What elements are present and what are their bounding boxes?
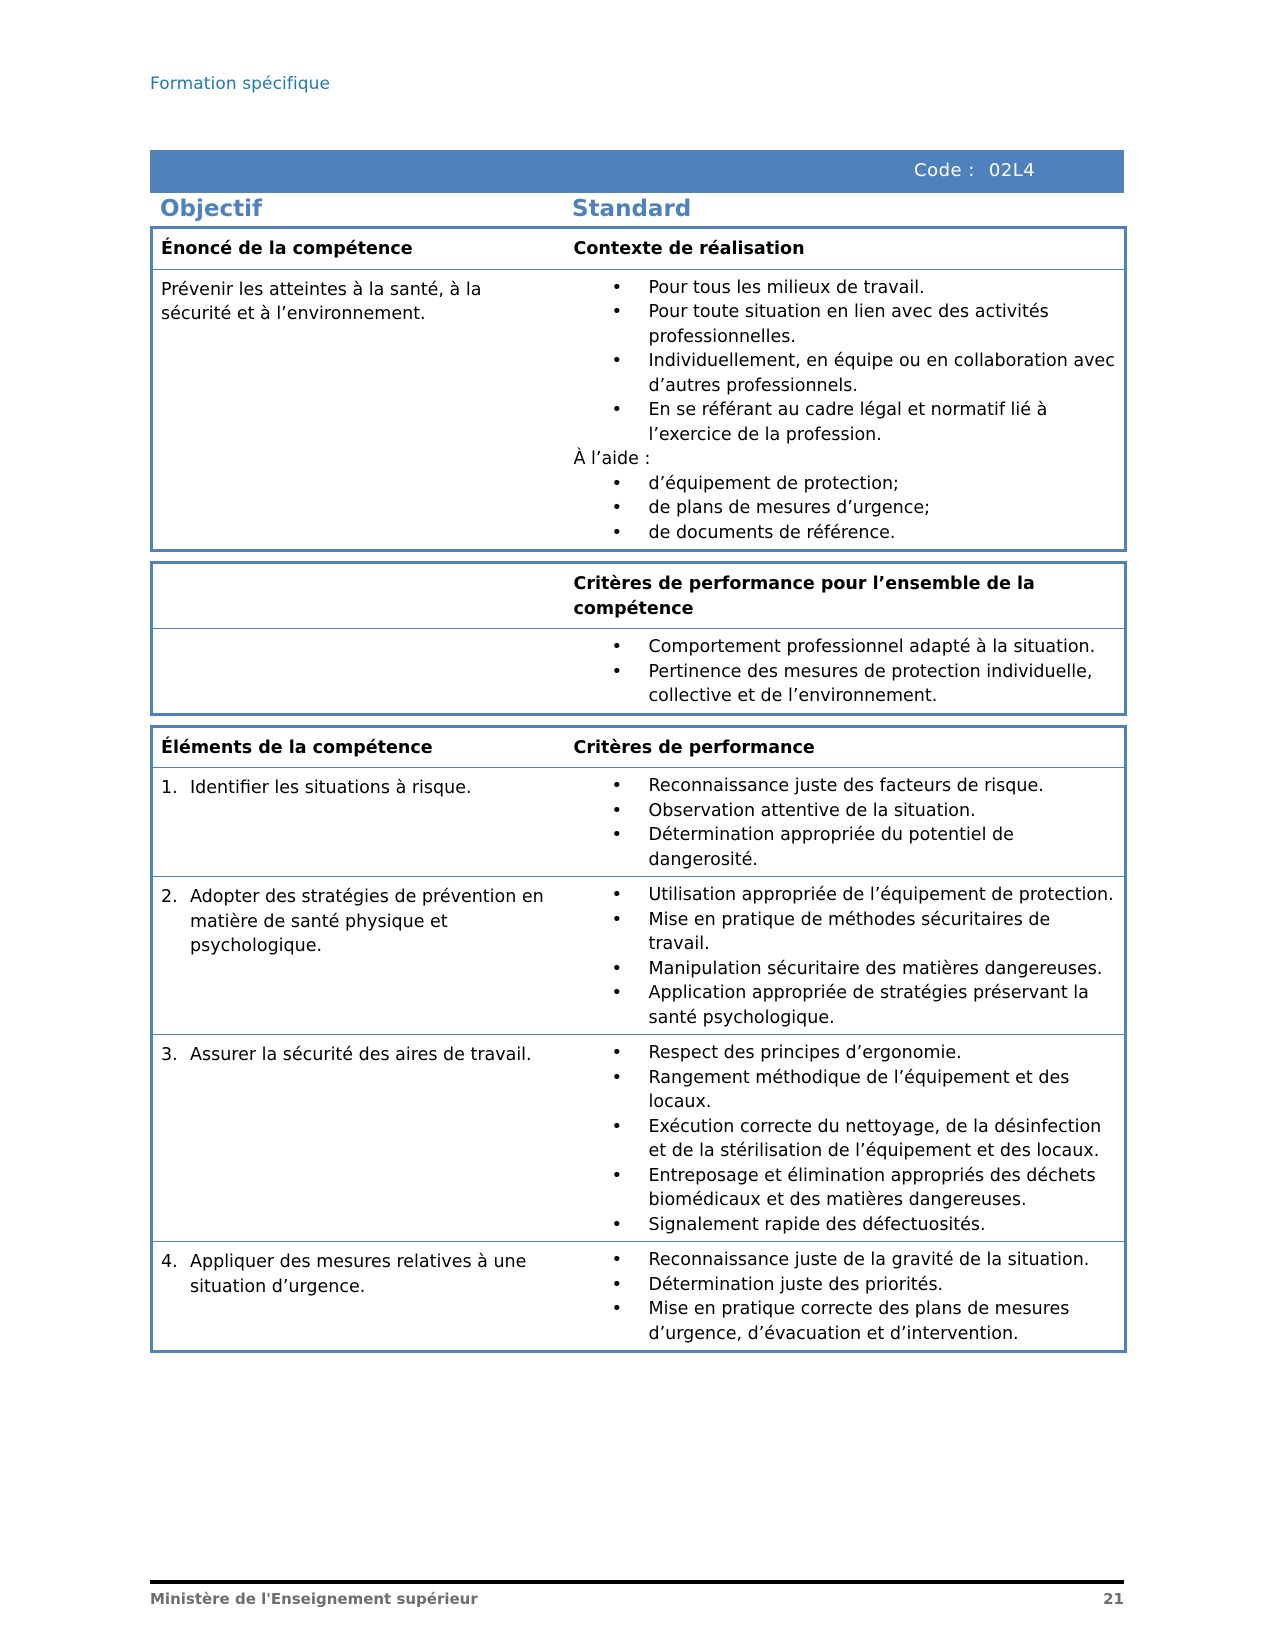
table-row [152,1035,1126,1242]
table-row [152,269,1126,551]
footer-ministry: Ministère de l'Enseignement supérieur [150,1590,478,1608]
list-item: • Utilisation appropriée de l’équipement de protection. [574,883,1117,908]
elements-table [150,725,1127,1354]
criteria-header: Critères de performance [573,737,815,758]
table-header-row [152,228,1126,270]
empty-cell [152,563,564,629]
list-item: • Rangement méthodique de l’équipement et des locaux. [574,1066,1117,1115]
overall-criteria-header: Critères de performance pour l’ensemble de la compétence [573,574,1035,619]
element-cell [152,1035,564,1242]
overall-criteria-list [574,635,1117,709]
list-item: • Pour toute situation en lien avec des activités professionnelles. [574,300,1117,349]
list-item: • Comportement professionnel adapté à la situation. [574,635,1117,660]
list-item: • Pertinence des mesures de protection individuelle, collective et de l’environnement. [574,660,1117,709]
list-item: • Mise en pratique de méthodes sécuritaires de travail. [574,908,1117,957]
aide-label: À l’aide : [573,449,651,469]
column-titles [150,193,1124,226]
element-cell [152,877,564,1035]
element-text: Adopter des stratégies de prévention en matière de santé physique et psychologique. [190,887,544,956]
page-number: 21 [1103,1590,1124,1608]
empty-cell [152,629,564,715]
aide-list [574,472,1117,546]
overall-criteria-table [150,561,1127,716]
context-list [574,276,1117,448]
context-header: Contexte de réalisation [573,239,805,259]
footer-divider [150,1580,1124,1584]
standard-title: Standard [572,196,692,222]
code-label: Code : [914,160,975,181]
list-item: • Application appropriée de stratégies préservant la santé psychologique. [574,981,1117,1030]
list-item: • Observation attentive de la situation. [574,799,1117,824]
statement-table [150,226,1127,552]
table-header-row [152,563,1126,629]
page-header: Formation spécifique [150,74,331,94]
criteria-list [574,883,1117,1030]
elements-header: Éléments de la compétence [161,737,433,758]
code-value: 02L4 [988,160,1036,181]
element-text: Assurer la sécurité des aires de travail. [190,1045,532,1065]
criteria-cell [564,877,1126,1035]
list-item: • Mise en pratique correcte des plans de mesures d’urgence, d’évacuation et d’intervention. [574,1297,1117,1346]
overall-criteria-cell [564,629,1126,715]
criteria-cell [564,1035,1126,1242]
element-cell [152,1242,564,1352]
list-item: • Pour tous les milieux de travail. [574,276,1117,301]
table-row [152,877,1126,1035]
element-4 [161,1250,556,1299]
criteria-cell [564,1242,1126,1352]
context-cell [564,269,1126,551]
list-item: • Signalement rapide des défectuosités. [574,1213,1117,1238]
element-2 [161,885,556,959]
list-item: • En se référant au cadre légal et normatif lié à l’exercice de la profession. [574,398,1117,447]
element-number: 1. [161,778,178,798]
list-item: • Respect des principes d’ergonomie. [574,1041,1117,1066]
list-item: • Individuellement, en équipe ou en collaboration avec d’autres professionnels. [574,349,1117,398]
list-item: • Entreposage et élimination appropriés des déchets biomédicaux et des matières dangereuses. [574,1164,1117,1213]
table-row [152,768,1126,877]
statement-header: Énoncé de la compétence [161,239,413,259]
competency-sheet [150,150,1124,1362]
criteria-cell [564,768,1126,877]
table-row [152,629,1126,715]
table-row [152,1242,1126,1352]
element-number: 3. [161,1045,178,1065]
code-bar [150,150,1124,193]
element-text: Appliquer des mesures relatives à une situation d’urgence. [190,1252,527,1297]
list-item: • Reconnaissance juste de la gravité de la situation. [574,1248,1117,1273]
list-item: • d’équipement de protection; [574,472,1117,497]
element-number: 4. [161,1252,178,1272]
element-1 [161,776,556,801]
list-item: • Manipulation sécuritaire des matières dangereuses. [574,957,1117,982]
objectif-title: Objectif [160,196,263,222]
list-item: • de documents de référence. [574,521,1117,546]
list-item: • Détermination juste des priorités. [574,1273,1117,1298]
criteria-list [574,1041,1117,1237]
table-header-row [152,726,1126,768]
element-cell [152,768,564,877]
criteria-list [574,774,1117,872]
list-item: • Reconnaissance juste des facteurs de risque. [574,774,1117,799]
list-item: • Détermination appropriée du potentiel de dangerosité. [574,823,1117,872]
criteria-list [574,1248,1117,1346]
element-3 [161,1043,556,1068]
list-item: • Exécution correcte du nettoyage, de la désinfection et de la stérilisation de l’équipement et des locaux. [574,1115,1117,1164]
element-text: Identifier les situations à risque. [190,778,472,798]
competency-code [914,160,1035,181]
competency-statement: Prévenir les atteintes à la santé, à la sécurité et à l’environnement. [152,269,564,551]
element-number: 2. [161,887,178,907]
list-item: • de plans de mesures d’urgence; [574,496,1117,521]
